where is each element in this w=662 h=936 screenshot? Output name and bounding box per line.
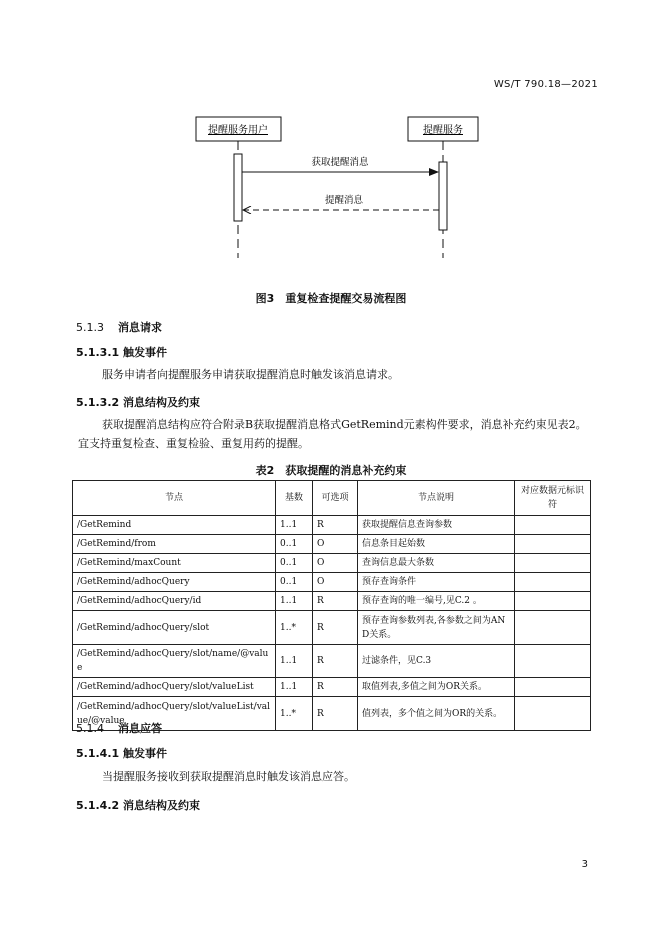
section-title: 消息请求 xyxy=(118,321,162,334)
table-header-row xyxy=(73,481,591,516)
cell-cardinality: 0..1 xyxy=(276,554,313,573)
sequence-diagram xyxy=(0,100,662,265)
cell-node: /GetRemind/adhocQuery xyxy=(73,573,276,592)
cell-description: 获取提醒信息查询参数 xyxy=(358,516,515,535)
table-row xyxy=(73,516,591,535)
col-header-optional: 可选项 xyxy=(313,481,358,516)
cell-cardinality: 1..* xyxy=(276,611,313,645)
cell-cardinality: 1..* xyxy=(276,697,313,731)
cell-data-element-id xyxy=(515,535,591,554)
cell-optional: O xyxy=(313,554,358,573)
col-header-data-element-id: 对应数据元标识符 xyxy=(515,481,591,516)
cell-cardinality: 1..1 xyxy=(276,678,313,697)
constraint-table xyxy=(72,480,591,731)
table-row xyxy=(73,573,591,592)
table-row xyxy=(73,678,591,697)
section-5-1-3-1-body: 服务申请者向提醒服务申请获取提醒消息时触发该消息请求。 xyxy=(102,368,399,381)
page-number: 3 xyxy=(581,859,588,870)
cell-description: 过滤条件，见C.3 xyxy=(358,645,515,678)
cell-data-element-id xyxy=(515,697,591,731)
table-caption: 表2 获取提醒的消息补充约束 xyxy=(255,464,407,477)
actor-left-label: 提醒服务用户 xyxy=(208,125,268,136)
cell-data-element-id xyxy=(515,678,591,697)
table-row xyxy=(73,611,591,645)
cell-data-element-id xyxy=(515,645,591,678)
section-5-1-3-2-body-line2: 宜支持重复检查、重复检验、重复用药的提醒。 xyxy=(78,437,309,450)
cell-optional: O xyxy=(313,573,358,592)
cell-optional: R xyxy=(313,611,358,645)
section-5-1-4-1-heading: 5.1.4.1 触发事件 xyxy=(76,747,167,760)
cell-description: 预存查询参数列表,各参数之间为AND关系。 xyxy=(358,611,515,645)
activation-right xyxy=(439,162,447,230)
section-5-1-3-2-heading: 5.1.3.2 消息结构及约束 xyxy=(76,396,200,409)
section-5-1-4-2-heading: 5.1.4.2 消息结构及约束 xyxy=(76,799,200,812)
response-label: 提醒消息 xyxy=(324,195,364,206)
cell-optional: R xyxy=(313,645,358,678)
cell-cardinality: 1..1 xyxy=(276,645,313,678)
cell-node: /GetRemind/from xyxy=(73,535,276,554)
cell-node: /GetRemind/maxCount xyxy=(73,554,276,573)
cell-optional: O xyxy=(313,535,358,554)
cell-optional: R xyxy=(313,697,358,731)
cell-cardinality: 1..1 xyxy=(276,516,313,535)
section-number: 5.1.3 xyxy=(76,321,104,334)
col-header-description: 节点说明 xyxy=(358,481,515,516)
cell-node: /GetRemind/adhocQuery/slot xyxy=(73,611,276,645)
cell-description: 信息条目起始数 xyxy=(358,535,515,554)
figure-caption: 图3 重复检查提醒交易流程图 xyxy=(255,292,407,305)
cell-data-element-id xyxy=(515,573,591,592)
cell-optional: R xyxy=(313,516,358,535)
section-5-1-3-heading xyxy=(76,319,162,335)
col-header-node: 节点 xyxy=(73,481,276,516)
cell-description: 值列表，多个值之间为OR的关系。 xyxy=(358,697,515,731)
cell-cardinality: 0..1 xyxy=(276,573,313,592)
cell-description: 预存查询条件 xyxy=(358,573,515,592)
cell-data-element-id xyxy=(515,611,591,645)
section-5-1-3-1-heading: 5.1.3.1 触发事件 xyxy=(76,346,167,359)
section-5-1-3-2-body-line1: 获取提醒消息结构应符合附录B获取提醒消息格式GetRemind元素构件要求，消息补充约束见表2。 xyxy=(102,418,587,431)
cell-optional: R xyxy=(313,678,358,697)
cell-description: 取值列表,多值之间为OR关系。 xyxy=(358,678,515,697)
col-header-cardinality: 基数 xyxy=(276,481,313,516)
cell-node: /GetRemind/adhocQuery/id xyxy=(73,592,276,611)
document-code: WS/T 790.18—2021 xyxy=(493,79,598,90)
activation-left xyxy=(234,154,242,221)
table-row xyxy=(73,645,591,678)
cell-data-element-id xyxy=(515,554,591,573)
cell-node: /GetRemind/adhocQuery/slot/name/@value xyxy=(73,645,276,678)
cell-node: /GetRemind/adhocQuery/slot/valueList/value/@value xyxy=(73,697,276,731)
cell-description: 查询信息最大条数 xyxy=(358,554,515,573)
request-label: 获取提醒消息 xyxy=(311,157,369,168)
table-row xyxy=(73,554,591,573)
table-row xyxy=(73,592,591,611)
cell-description: 预存查询的唯一编号,见C.2 。 xyxy=(358,592,515,611)
table-row xyxy=(73,535,591,554)
actor-right-label: 提醒服务 xyxy=(423,125,463,136)
cell-cardinality: 1..1 xyxy=(276,592,313,611)
cell-data-element-id xyxy=(515,516,591,535)
section-5-1-4-heading xyxy=(76,720,162,736)
section-title: 消息应答 xyxy=(118,722,162,735)
section-number: 5.1.4 xyxy=(76,722,104,735)
section-5-1-4-1-body: 当提醒服务接收到获取提醒消息时触发该消息应答。 xyxy=(102,770,355,783)
cell-cardinality: 0..1 xyxy=(276,535,313,554)
cell-data-element-id xyxy=(515,592,591,611)
cell-node: /GetRemind xyxy=(73,516,276,535)
cell-optional: R xyxy=(313,592,358,611)
cell-node: /GetRemind/adhocQuery/slot/valueList xyxy=(73,678,276,697)
